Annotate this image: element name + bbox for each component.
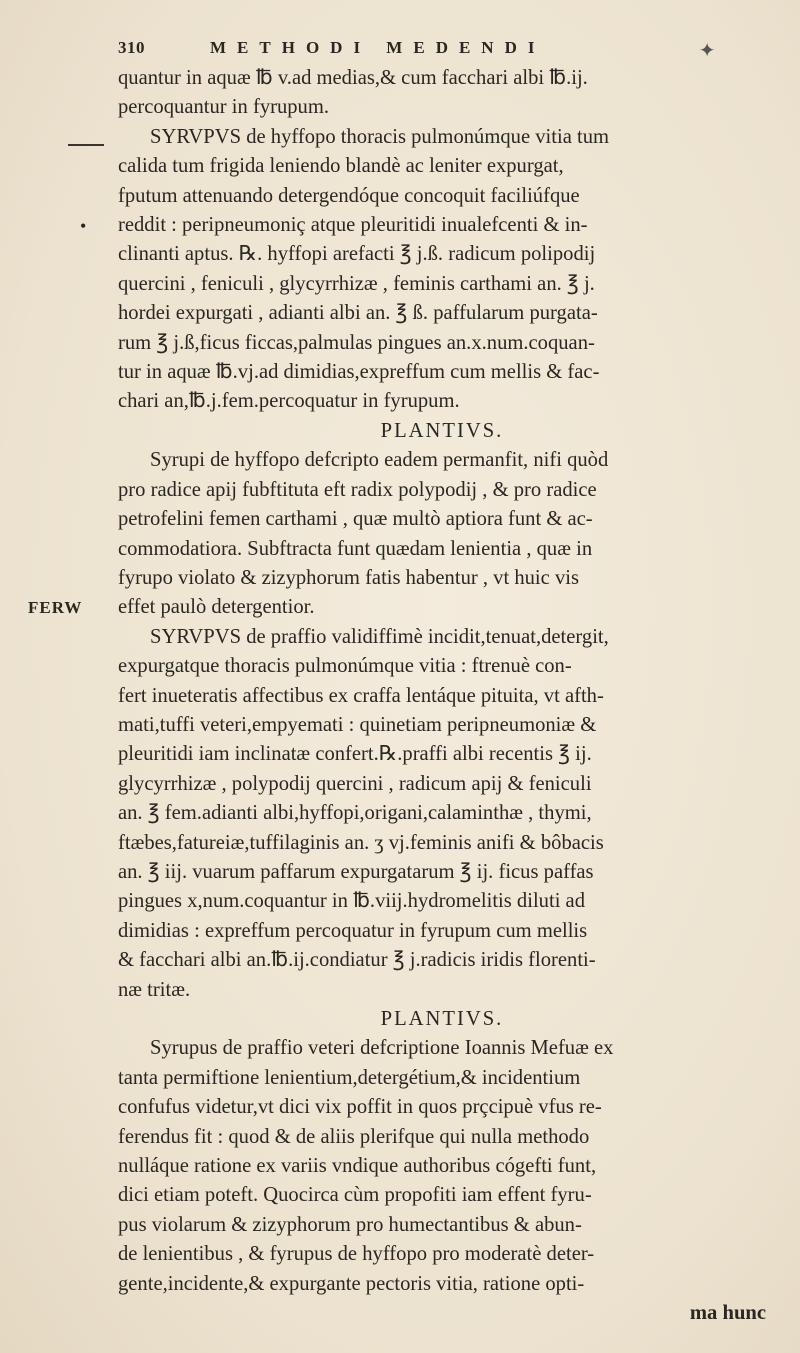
page-header <box>118 38 758 64</box>
text-line: ftæbes,fatureiæ,tuffilaginis an. ʒ vj.feminis anifi & bôbacis <box>118 831 604 854</box>
text-line: tanta permiftione lenientium,detergétium,& incidentium <box>118 1066 581 1089</box>
text-line: reddit : peripneumoniç atque pleuritidi inualefcenti & in- <box>118 214 588 237</box>
text-line: clinanti aptus. ℞. hyffopi arefacti ℥ j.ß. radicum polipodij <box>118 243 596 266</box>
section-heading: PLANTIVS. <box>380 1008 504 1030</box>
text-line: effet paulò detergentior. <box>118 596 315 619</box>
catchword: ma hunc <box>689 1302 766 1325</box>
text-line: næ tritæ. <box>118 978 191 1001</box>
text-line: pro radice apij fubftituta eft radix polypodij , & pro radice <box>118 478 597 501</box>
text-line: Syrupi de hyffopo defcripto eadem permanfit, nifi quòd <box>150 449 609 472</box>
text-line: de lenientibus , & fyrupus de hyffopo pro moderatè deter- <box>118 1243 595 1266</box>
text-line: fyrupo violato & zizyphorum fatis habentur , vt huic vis <box>118 566 579 589</box>
running-head: METHODI MEDENDI <box>210 38 546 57</box>
page-number: 310 <box>118 38 145 57</box>
text-line: ferendus fit : quod & de aliis plerifque qui nulla methodo <box>118 1125 590 1148</box>
text-line: rum ℥ j.ß,ficus ficcas,palmulas pingues an.x.num.coquan- <box>118 331 595 354</box>
text-line: & facchari albi an.℔.ij.condiatur ℥ j.radicis iridis florenti- <box>118 949 596 972</box>
text-line: tur in aquæ ℔.vj.ad dimidias,expreffum cum mellis & fac- <box>118 361 600 384</box>
text-line: an. ℥ iij. vuarum paffarum expurgatarum ℥ ij. ficus paffas <box>118 860 594 883</box>
body-text <box>118 64 766 1328</box>
text-line: glycyrrhizæ , polypodij quercini , radicum apij & feniculi <box>118 772 592 795</box>
ornament-icon: ✦ <box>698 40 716 62</box>
text-line: calida tum frigida leniendo blandè ac leniter expurgat, <box>118 155 564 178</box>
text-line: dimidias : expreffum percoquatur in fyrupum cum mellis <box>118 919 588 942</box>
margin-bullet: • <box>80 216 87 236</box>
text-line: hordei expurgati , adianti albi an. ℥ ß. paffularum purgata- <box>118 302 598 325</box>
text-line: percoquantur in fyrupum. <box>118 96 330 119</box>
text-line: fert inueteratis affectibus ex craffa lentáque pituita, vt afth- <box>118 684 604 707</box>
text-line: expurgatque thoracis pulmonúmque vitia : ftrenuè con- <box>118 655 572 678</box>
text-line: SYRVPVS de hyffopo thoracis pulmonúmque vitia tum <box>150 125 610 148</box>
text-line: commodatiora. Subftracta funt quædam lenientia , quæ in <box>118 537 593 560</box>
margin-note: FERW <box>28 598 83 617</box>
text-line: an. ℥ fem.adianti albi,hyffopi,origani,calaminthæ , thymi, <box>118 802 592 825</box>
text-line: fputum attenuando detergendóque concoquit faciliúfque <box>118 184 580 207</box>
text-line: nulláque ratione ex variis vndique authoribus cógefti funt, <box>118 1155 597 1178</box>
text-line: petrofelini femen carthami , quæ multò aptiora funt & ac- <box>118 508 593 531</box>
text-line: quantur in aquæ ℔ v.ad medias,& cum facchari albi ℔.ij. <box>118 67 588 89</box>
text-line: quercini , feniculi , glycyrrhizæ , feminis carthami an. ℥ j. <box>118 272 595 295</box>
text-line: pus violarum & zizyphorum pro humectantibus & abun- <box>118 1213 582 1236</box>
text-line: chari an,℔.j.fem.percoquatur in fyrupum. <box>118 390 460 413</box>
text-line: mati,tuffi veteri,empyemati : quinetiam peripneumoniæ & <box>118 713 597 736</box>
text-line: SYRVPVS de praffio validiffimè incidit,tenuat,detergit, <box>150 625 609 648</box>
text-line: gente,incidente,& expurgante pectoris vitia, ratione opti- <box>118 1272 585 1295</box>
margin-dash <box>68 144 104 146</box>
text-line: dici etiam poteft. Quocirca cùm propofiti iam effent fyru- <box>118 1184 592 1207</box>
section-heading: PLANTIVS. <box>380 419 504 442</box>
text-line: pingues x,num.coquantur in ℔.viij.hydromelitis diluti ad <box>118 890 585 913</box>
text-line: Syrupus de praffio veteri defcriptione Ioannis Mefuæ ex <box>150 1037 614 1060</box>
text-line: confufus videtur,vt dici vix poffit in quos prçcipuè vfus re- <box>118 1096 602 1119</box>
text-line: pleuritidi iam inclinatæ confert.℞.praffi albi recentis ℥ ij. <box>118 743 592 766</box>
